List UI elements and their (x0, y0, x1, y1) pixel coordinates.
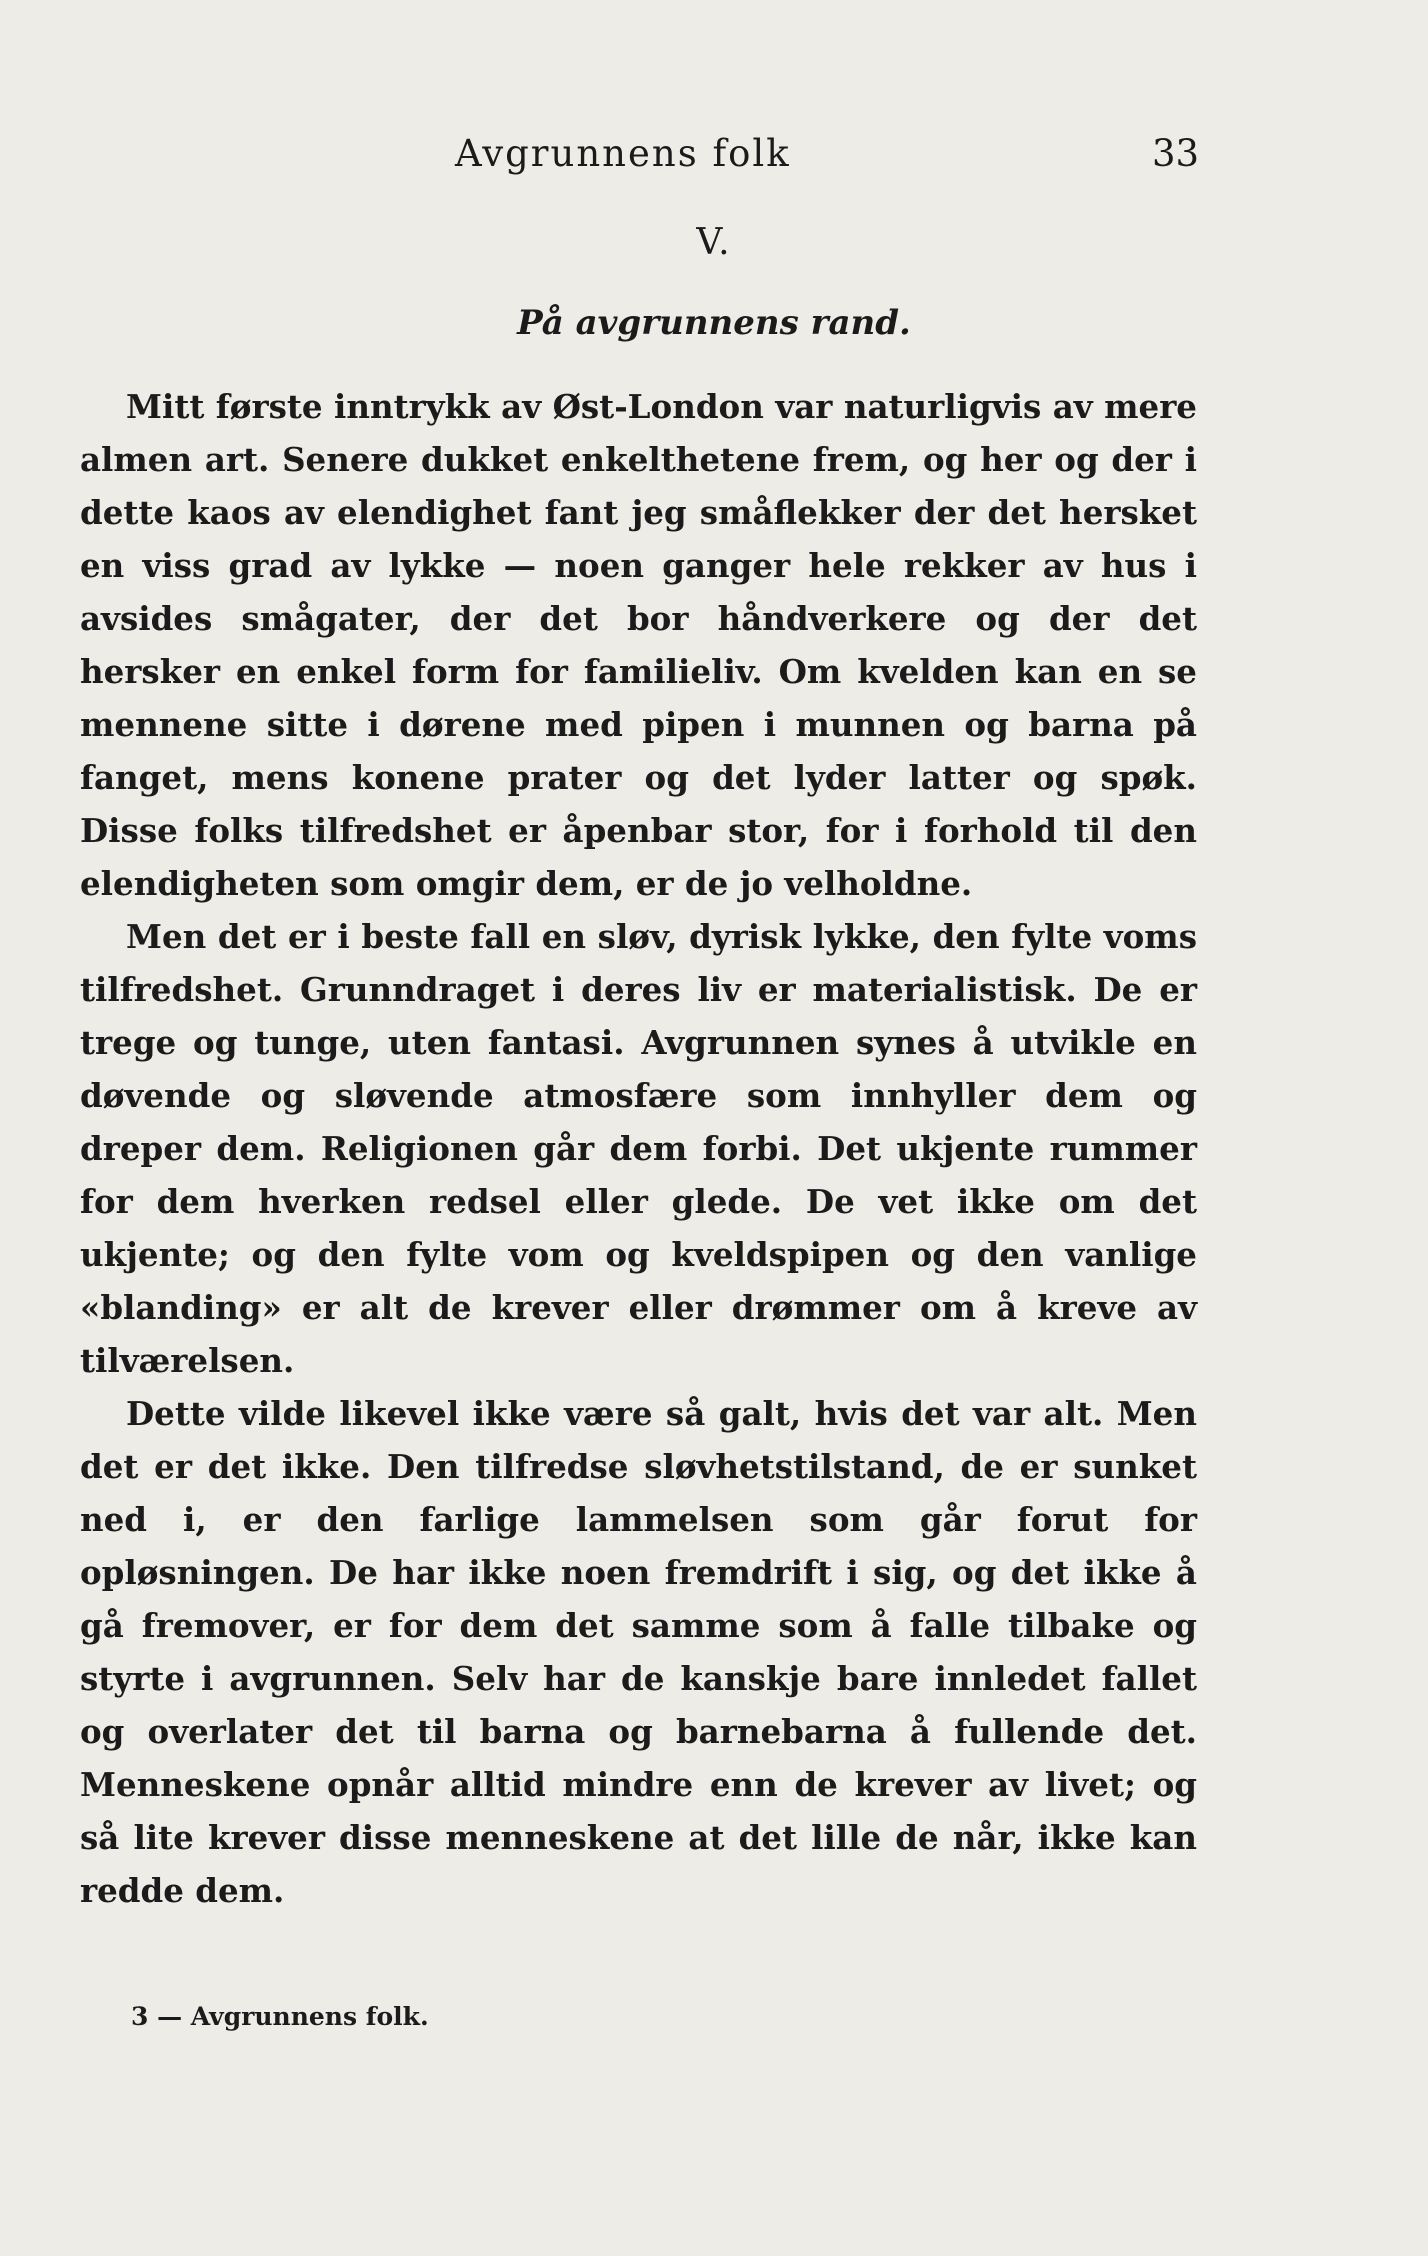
chapter-number: V. (696, 222, 732, 263)
chapter-title: På avgrunnens rand. (517, 303, 911, 343)
paragraph-2: Men det er i beste fall en sløv, dyrisk lykke, den fylte voms tilfredshet. Grunndraget i deres liv er materialistisk. De er trege og tunge, uten fantasi. Avgrunnen synes å utvikle en døvende og sløvende atmosfære som innhyller dem og dreper dem. Religionen går dem forbi. Det ukjente rummer for dem hverken redsel eller glede. De vet ikke om det ukjente; og den fylte vom og kveldspipen og den vanlige «blanding» er alt de krever eller drømmer om å kreve av tilværelsen. (80, 917, 1197, 1380)
body-text (80, 380, 1197, 1917)
running-head (0, 132, 1428, 182)
running-title: Avgrunnens folk (455, 132, 791, 175)
paragraph-3: Dette vilde likevel ikke være så galt, hvis det var alt. Men det er det ikke. Den tilfredse sløvhetstilstand, de er sunket ned i, er den farlige lammelsen som går forut for opløsningen. De har ikke noen fremdrift i sig, og det ikke å gå fremover, er for dem det samme som å falle tilbake og styrte i avgrunnen. Selv har de kanskje bare innledet fallet og overlater det til barna og barnebarna å fullende det. Menneskene opnår alltid mindre enn de krever av livet; og så lite krever disse menneskene at det lille de når, ikke kan redde dem. (80, 1394, 1197, 1910)
page-number: 33 (1152, 132, 1200, 175)
signature-mark: 3 — Avgrunnens folk. (131, 2002, 429, 2031)
paragraph-1: Mitt første inntrykk av Øst-London var naturligvis av mere almen art. Senere dukket enkelthetene frem, og her og der i dette kaos av elendighet fant jeg småflekker der det hersket en viss grad av lykke — noen ganger hele rekker av hus i avsides smågater, der det bor håndverkere og der det hersker en enkel form for familieliv. Om kvelden kan en se mennene sitte i dørene med pipen i munnen og barna på fanget, mens konene prater og det lyder latter og spøk. Disse folks tilfredshet er åpenbar stor, for i forhold til den elendigheten som omgir dem, er de jo velholdne. (80, 387, 1197, 903)
